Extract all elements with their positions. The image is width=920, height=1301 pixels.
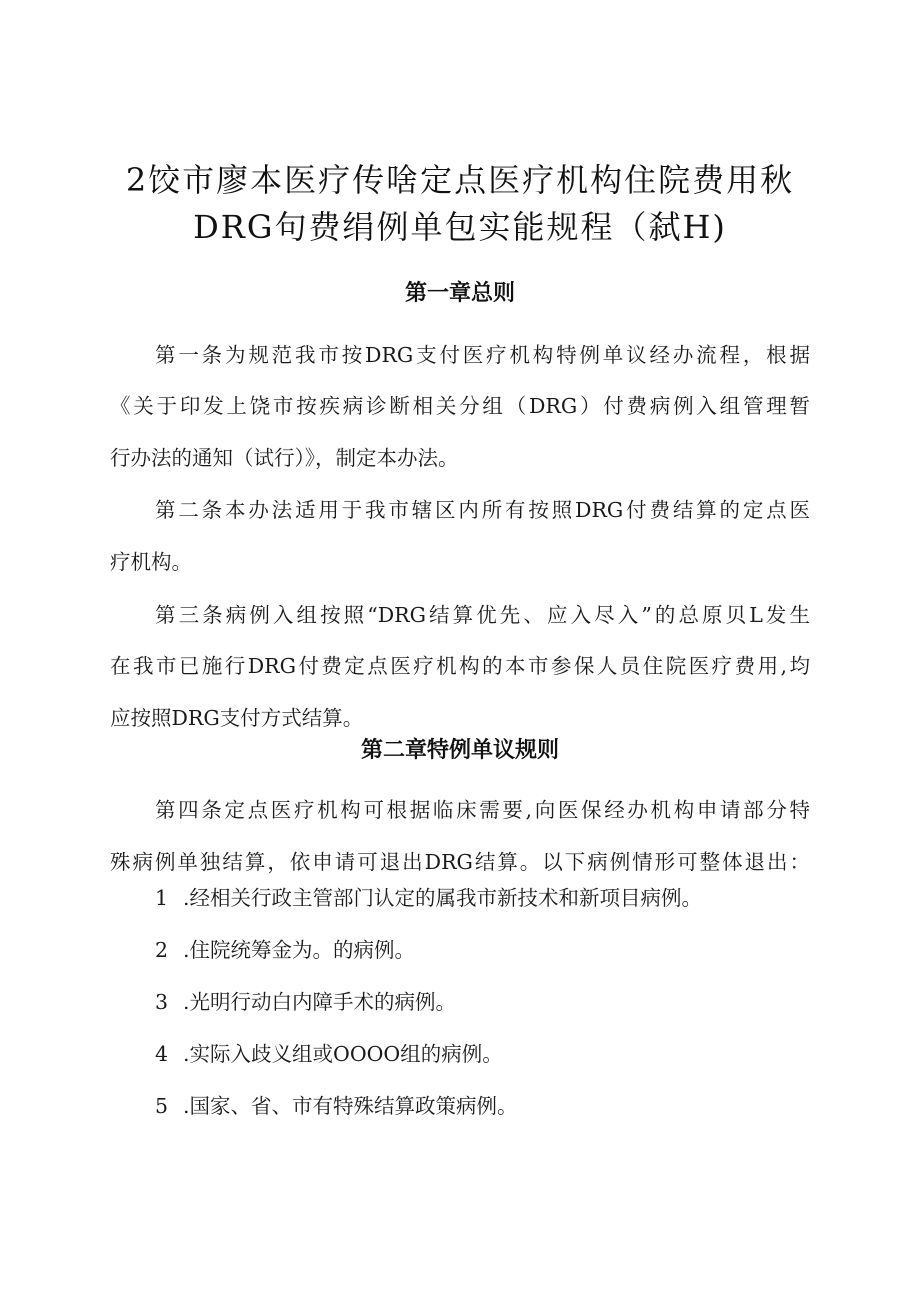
- list-item-text: .经相关行政主管部门认定的属我市新技术和新项目病例。: [183, 886, 703, 910]
- list-item-number: 4: [155, 1042, 169, 1066]
- article-2-line-1: 第二条本办法适用于我市辖区内所有按照DRG付费结算的定点医: [155, 498, 810, 522]
- chapter-2-heading: 第二章特例单议规则: [360, 738, 559, 763]
- list-item-4: [155, 1039, 503, 1069]
- list-item-number: 2: [155, 938, 169, 962]
- list-item-number: 3: [155, 990, 169, 1014]
- article-3-line-2: 在我市已施行DRG付费定点医疗机构的本市参保人员住院医疗费用,均: [110, 654, 810, 678]
- list-item-1: [155, 883, 702, 913]
- article-2-line-2: 疗机构。: [110, 550, 192, 574]
- article-4-line-2: 殊病例单独结算，依申请可退出DRG结算。以下病例情形可整体退出：: [110, 850, 810, 874]
- article-1-line-3: 行办法的通知（试行）》，制定本办法。: [110, 446, 459, 470]
- article-1-line-1: 第一条为规范我市按DRG支付医疗机构特例单议经办流程，根据: [155, 343, 810, 367]
- list-item-3: [155, 987, 456, 1017]
- article-3-line-1: 第三条病例入组按照“DRG结算优先、应入尽入”的总原贝L发生: [155, 603, 810, 627]
- list-item-text: .住院统筹金为。的病例。: [183, 938, 416, 962]
- document-title-line-2: DRG句费绢例单包实能规程（弑H): [193, 208, 727, 246]
- list-item-text: .光明行动白内障手术的病例。: [183, 990, 457, 1014]
- list-item-5: [155, 1091, 518, 1121]
- article-1-line-2: 《关于印发上饶市按疾病诊断相关分组（DRG）付费病例入组管理暂: [110, 394, 810, 418]
- list-item-2: [155, 935, 415, 965]
- list-item-number: 1: [155, 886, 169, 910]
- list-item-number: 5: [155, 1094, 169, 1118]
- document-title-line-1: 2饺市廖本医疗传啥定点医疗机构住院费用秋: [125, 161, 795, 199]
- chapter-1-heading: 第一章总则: [404, 281, 515, 306]
- list-item-text: .国家、省、市有特殊结算政策病例。: [183, 1094, 518, 1118]
- article-4-line-1: 第四条定点医疗机构可根据临床需要,向医保经办机构申请部分特: [155, 798, 810, 822]
- article-3-line-3: 应按照DRG支付方式结算。: [110, 706, 364, 730]
- list-item-text: .实际入歧义组或OOOO组的病例。: [183, 1042, 503, 1066]
